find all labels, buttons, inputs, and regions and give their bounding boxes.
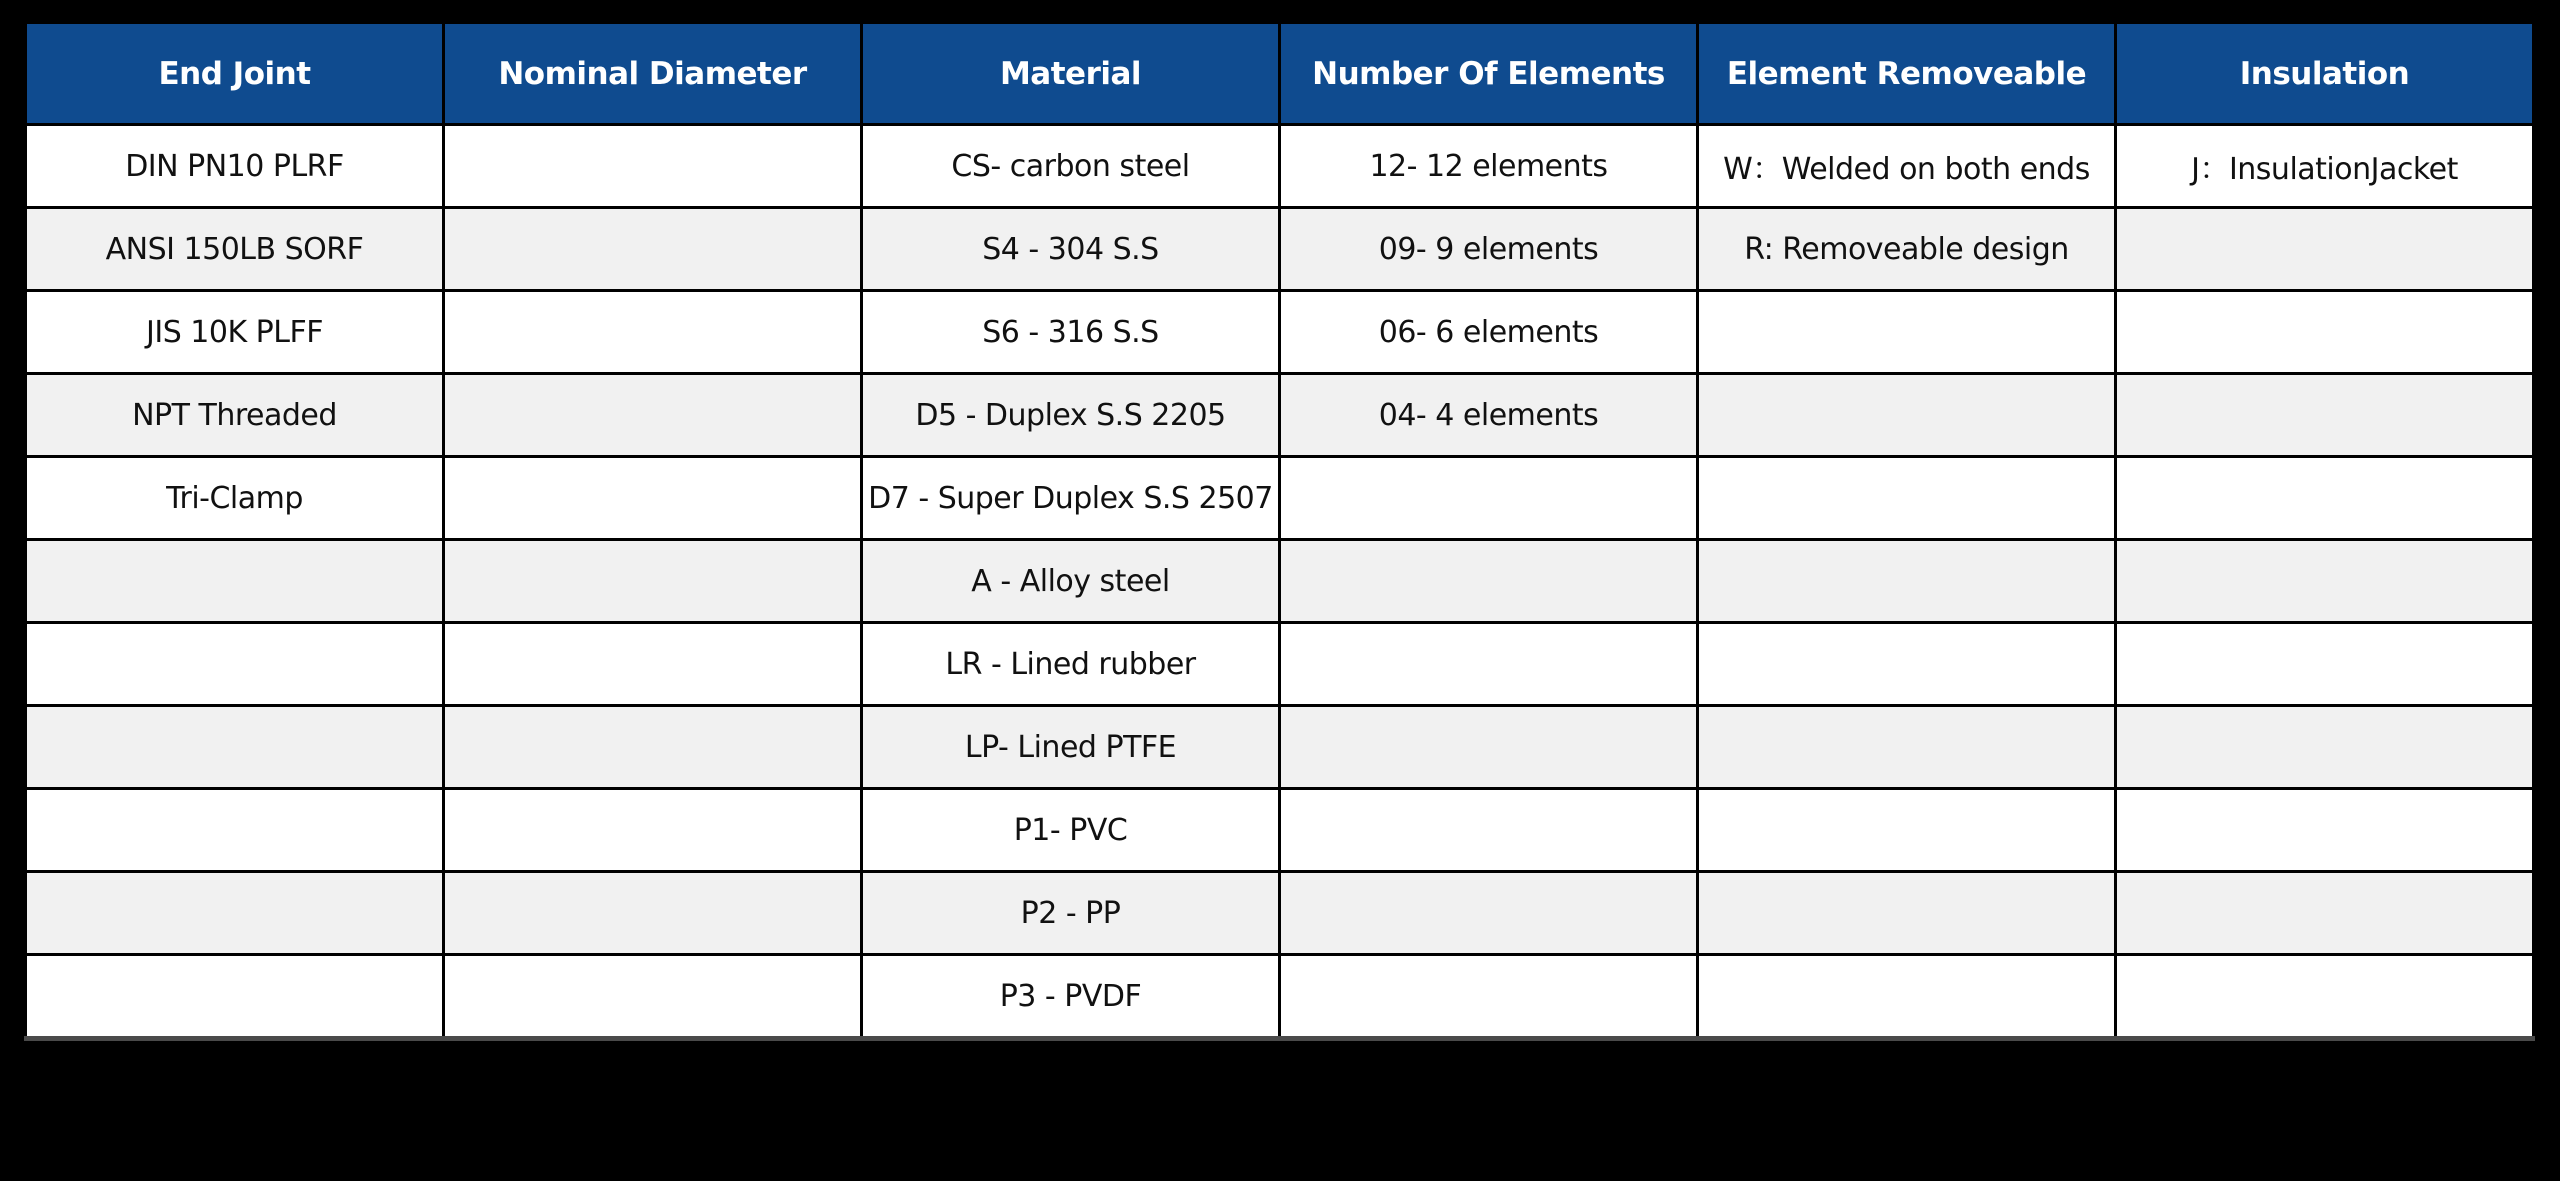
- cell-nominal-diameter: [444, 457, 862, 540]
- table-row: [26, 125, 2534, 208]
- table-row: [26, 872, 2534, 955]
- cell-element-removeable: [1698, 789, 2116, 872]
- cell-element-removeable: [1698, 955, 2116, 1039]
- cell-nominal-diameter: [444, 125, 862, 208]
- cell-insulation: [2116, 706, 2534, 789]
- cell-nominal-diameter: [444, 955, 862, 1039]
- table-row: [26, 789, 2534, 872]
- cell-number-of-elements: [1280, 623, 1698, 706]
- cell-nominal-diameter: [444, 706, 862, 789]
- cell-nominal-diameter: [444, 208, 862, 291]
- cell-material: A - Alloy steel: [862, 540, 1280, 623]
- column-header-material: Material: [862, 24, 1280, 125]
- cell-end-joint: Tri-Clamp: [26, 457, 444, 540]
- cell-nominal-diameter: [444, 789, 862, 872]
- cell-material: P1- PVC: [862, 789, 1280, 872]
- cell-material: S6 - 316 S.S: [862, 291, 1280, 374]
- cell-nominal-diameter: [444, 872, 862, 955]
- cell-nominal-diameter: [444, 291, 862, 374]
- cell-material: P3 - PVDF: [862, 955, 1280, 1039]
- column-header-element-removeable: Element Removeable: [1698, 24, 2116, 125]
- cell-element-removeable: [1698, 374, 2116, 457]
- cell-end-joint: DIN PN10 PLRF: [26, 125, 444, 208]
- cell-element-removeable: [1698, 540, 2116, 623]
- cell-number-of-elements: [1280, 872, 1698, 955]
- cell-material: P2 - PP: [862, 872, 1280, 955]
- header-row: [26, 24, 2534, 125]
- cell-material: S4 - 304 S.S: [862, 208, 1280, 291]
- cell-number-of-elements: [1280, 540, 1698, 623]
- cell-element-removeable: [1698, 706, 2116, 789]
- column-header-number-of-elements: Number Of Elements: [1280, 24, 1698, 125]
- column-header-end-joint: End Joint: [26, 24, 444, 125]
- cell-insulation: [2116, 872, 2534, 955]
- cell-material: CS- carbon steel: [862, 125, 1280, 208]
- cell-end-joint: [26, 789, 444, 872]
- cell-end-joint: ANSI 150LB SORF: [26, 208, 444, 291]
- cell-number-of-elements: 04- 4 elements: [1280, 374, 1698, 457]
- cell-material: D5 - Duplex S.S 2205: [862, 374, 1280, 457]
- cell-insulation: [2116, 457, 2534, 540]
- cell-element-removeable: [1698, 291, 2116, 374]
- cell-insulation: J：InsulationJacket: [2116, 125, 2534, 208]
- cell-material: D7 - Super Duplex S.S 2507: [862, 457, 1280, 540]
- table-row: [26, 540, 2534, 623]
- cell-material: LR - Lined rubber: [862, 623, 1280, 706]
- cell-insulation: [2116, 291, 2534, 374]
- cell-element-removeable: W：Welded on both ends: [1698, 125, 2116, 208]
- cell-number-of-elements: 09- 9 elements: [1280, 208, 1698, 291]
- cell-insulation: [2116, 540, 2534, 623]
- cell-element-removeable: R: Removeable design: [1698, 208, 2116, 291]
- cell-end-joint: [26, 872, 444, 955]
- table-row: [26, 706, 2534, 789]
- cell-number-of-elements: 12- 12 elements: [1280, 125, 1698, 208]
- table-row: [26, 208, 2534, 291]
- cell-insulation: [2116, 374, 2534, 457]
- cell-nominal-diameter: [444, 374, 862, 457]
- cell-end-joint: JIS 10K PLFF: [26, 291, 444, 374]
- table-row: [26, 291, 2534, 374]
- cell-end-joint: NPT Threaded: [26, 374, 444, 457]
- table-header: [26, 24, 2534, 125]
- product-code-spec-table: [24, 24, 2535, 1041]
- cell-element-removeable: [1698, 457, 2116, 540]
- cell-element-removeable: [1698, 872, 2116, 955]
- cell-insulation: [2116, 789, 2534, 872]
- cell-number-of-elements: [1280, 789, 1698, 872]
- cell-insulation: [2116, 623, 2534, 706]
- cell-number-of-elements: 06- 6 elements: [1280, 291, 1698, 374]
- cell-nominal-diameter: [444, 623, 862, 706]
- cell-insulation: [2116, 208, 2534, 291]
- table-body: [26, 125, 2534, 1039]
- table-row: [26, 623, 2534, 706]
- cell-insulation: [2116, 955, 2534, 1039]
- cell-number-of-elements: [1280, 457, 1698, 540]
- cell-material: LP- Lined PTFE: [862, 706, 1280, 789]
- cell-number-of-elements: [1280, 706, 1698, 789]
- cell-end-joint: [26, 540, 444, 623]
- cell-end-joint: [26, 955, 444, 1039]
- cell-nominal-diameter: [444, 540, 862, 623]
- column-header-nominal-diameter: Nominal Diameter: [444, 24, 862, 125]
- cell-end-joint: [26, 623, 444, 706]
- cell-element-removeable: [1698, 623, 2116, 706]
- table-row: [26, 457, 2534, 540]
- column-header-insulation: Insulation: [2116, 24, 2534, 125]
- cell-end-joint: [26, 706, 444, 789]
- table-row: [26, 374, 2534, 457]
- table-row: [26, 955, 2534, 1039]
- cell-number-of-elements: [1280, 955, 1698, 1039]
